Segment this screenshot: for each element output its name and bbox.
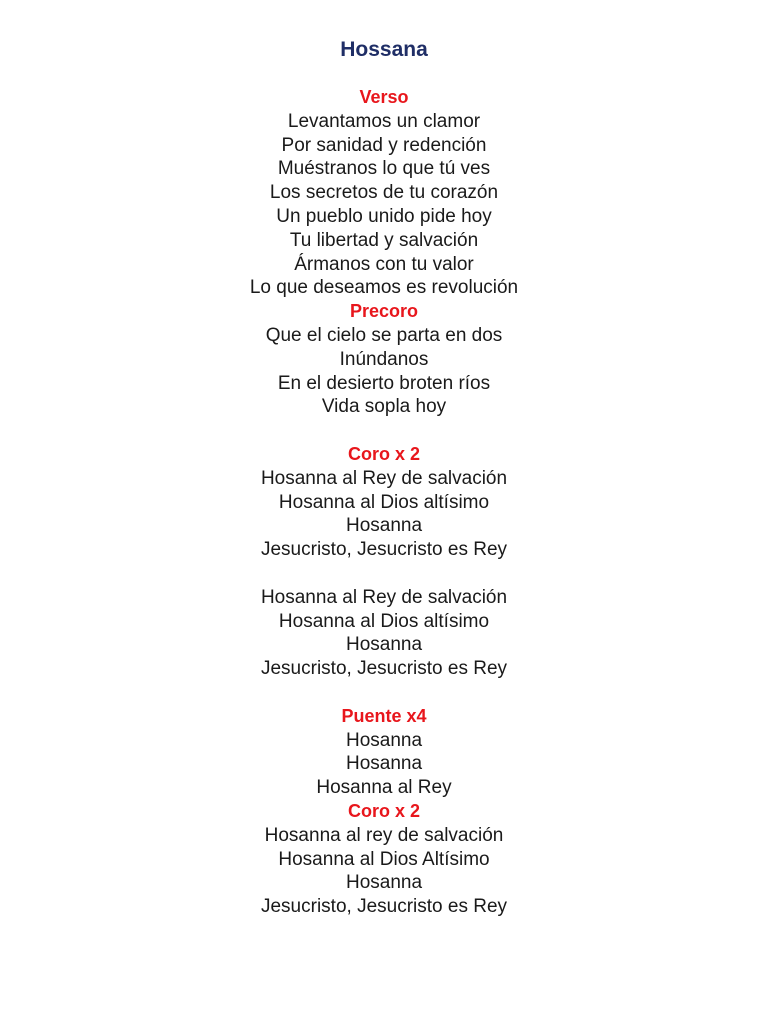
- lyric-line: Levantamos un clamor: [287, 110, 481, 132]
- lyric-line: Hosanna: [345, 634, 423, 656]
- lyric-line: Lo que deseamos es revolución: [249, 277, 519, 299]
- lyric-line: Un pueblo unido pide hoy: [276, 205, 492, 227]
- lyric-line: Jesucristo, Jesucristo es Rey: [260, 896, 508, 918]
- lyric-line: Hosanna al Rey de salvación: [260, 586, 508, 608]
- section-heading-coro-final: Coro x 2: [347, 800, 421, 821]
- lyric-line: En el desierto broten ríos: [277, 372, 491, 394]
- lyric-line: Muéstranos lo que tú ves: [277, 158, 491, 180]
- stanza-spacer: [0, 419, 768, 443]
- lyric-line: Hosanna al Dios altísimo: [278, 610, 490, 632]
- lyric-line: Hosanna: [345, 753, 423, 775]
- lyric-line: Hosanna al Rey de salvación: [260, 467, 508, 489]
- section-heading-coro: Coro x 2: [347, 443, 421, 464]
- lyric-line: Hosanna al Dios altísimo: [278, 491, 490, 513]
- lyric-line: Que el cielo se parta en dos: [265, 324, 503, 346]
- lyric-line: Hosanna al Dios Altísimo: [278, 848, 490, 870]
- lyric-line: Ármanos con tu valor: [294, 253, 474, 275]
- lyric-line: Tu libertad y salvación: [289, 229, 479, 251]
- section-heading-puente: Puente x4: [341, 705, 427, 726]
- lyric-line: Hosanna al rey de salvación: [264, 824, 504, 846]
- lyric-line: Jesucristo, Jesucristo es Rey: [260, 658, 508, 680]
- lyric-line: Hosanna al Rey: [316, 777, 452, 799]
- lyric-line: Jesucristo, Jesucristo es Rey: [260, 539, 508, 561]
- lyric-line: Vida sopla hoy: [321, 396, 447, 418]
- lyric-line: Hosanna: [345, 729, 423, 751]
- lyric-line: Hosanna: [345, 515, 423, 537]
- song-lyrics: [0, 86, 768, 919]
- section-heading-precoro: Precoro: [349, 301, 419, 322]
- stanza-spacer: [0, 681, 768, 705]
- section-heading-verso: Verso: [359, 87, 409, 107]
- lyric-line: Por sanidad y redención: [281, 134, 487, 156]
- lyric-line: Inúndanos: [339, 348, 429, 370]
- stanza-spacer: [0, 562, 768, 586]
- lyric-line: Los secretos de tu corazón: [269, 182, 499, 204]
- lyric-line: Hosanna: [345, 872, 423, 894]
- song-title: Hossana: [340, 38, 428, 61]
